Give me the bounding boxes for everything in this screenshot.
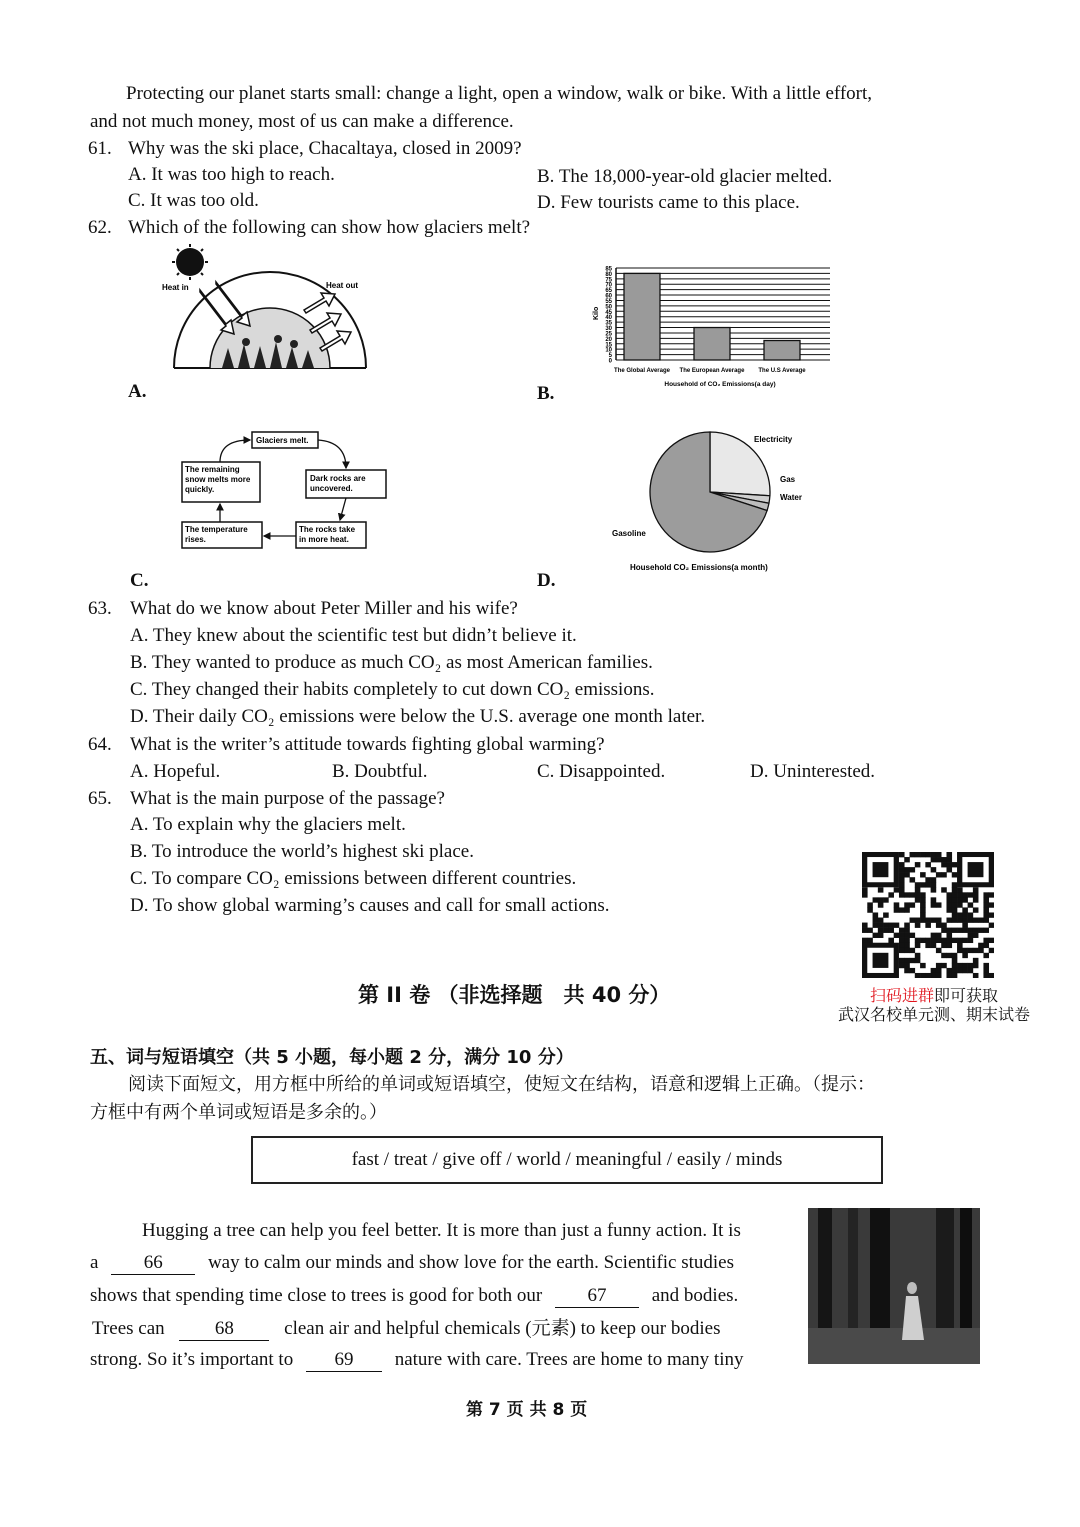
q61-option-b: B. The 18,000-year-old glacier melted. [537,166,833,187]
y-tick-label: 55 [605,298,612,305]
x-axis-label: Household of CO₂ Emissions(a day) [664,381,776,388]
y-tick-label: 65 [605,288,612,295]
blank-67[interactable]: 67 [555,1285,639,1308]
figure-c-label: C. [130,570,149,591]
svg-text:in more heat.: in more heat. [299,535,349,544]
svg-text:The remaining: The remaining [185,465,240,474]
intro-line-2: and not much money, most of us can make a difference. [90,111,514,132]
qr-caption-line2: 武汉名校单元测、期末试卷 [837,1005,1030,1024]
section5-instruction-2: 方框中有两个单词或短语是多余的。） [90,1102,387,1123]
pie-label: Gas [780,475,796,484]
svg-text:snow melts more: snow melts more [185,475,251,484]
q63-option-a: A. They knew about the scientific test but didn’t believe it. [130,625,577,646]
passage-line-1: Hugging a tree can help you feel better. It is more than just a funny action. It is [142,1220,741,1241]
q65-option-d: D. To show global warming’s causes and call for small actions. [130,895,610,916]
y-tick-label: 5 [608,353,612,360]
section5-heading: 五、词与短语填空（共 5 小题，每小题 2 分，满分 10 分） [90,1047,574,1068]
y-tick-label: 80 [605,271,612,278]
figure-b-label: B. [537,383,555,404]
q61-number: 61. [88,138,112,159]
svg-text:The temperature: The temperature [185,525,248,534]
pie-label: Electricity [754,435,793,444]
passage-line-4: Trees can 68 clean air and helpful chemicals (元素) to keep our bodies [92,1318,721,1339]
blank-66[interactable]: 66 [111,1252,195,1275]
q63-number: 63. [88,598,112,619]
q61-option-d: D. Few tourists came to this place. [537,192,800,213]
y-tick-label: 35 [605,320,612,327]
passage-line-2: a 66 way to calm our minds and show love for the earth. Scientific studies [90,1252,735,1273]
sun-icon [172,244,208,280]
pie-title: Household CO₂ Emissions(a month) [630,563,768,572]
qr-code[interactable] [862,852,994,978]
x-tick-label: The European Average [679,368,745,374]
y-tick-label: 45 [605,309,612,316]
figure-d-pie-chart [604,420,824,580]
figure-c-cycle-diagram [180,428,390,552]
pie-label: Gasoline [612,529,646,538]
qr-caption-rest: 即可获取 [934,986,999,1005]
q61-option-a: A. It was too high to reach. [128,164,335,185]
svg-text:uncovered.: uncovered. [310,484,353,493]
qr-caption [826,986,1042,1024]
q64-option-c: C. Disappointed. [537,761,666,782]
part2-title: 第 II 卷 （非选择题 共 40 分） [358,983,671,1007]
svg-text:The rocks take: The rocks take [299,525,356,534]
q65-number: 65. [88,788,112,809]
q63-option-d: D. Their daily CO₂ emissions were below the U.S. average one month later. [130,706,706,727]
bar [764,341,800,360]
y-tick-label: 75 [605,277,612,284]
page-footer: 第 7 页 共 8 页 [466,1400,588,1420]
heat-in-label: Heat in [162,283,189,292]
q65-option-a: A. To explain why the glaciers melt. [130,814,406,835]
bar [694,328,730,360]
tree-hugging-photo [808,1208,980,1364]
q64-option-a: A. Hopeful. [130,761,221,782]
figure-a-greenhouse-diagram [160,244,380,384]
qr-caption-red: 扫码进群 [869,986,934,1005]
q61-option-c: C. It was too old. [128,190,259,211]
passage-line-3: shows that spending time close to trees is good for both our 67 and bodies. [90,1285,739,1306]
q65-option-c: C. To compare CO₂ emissions between different countries. [130,868,577,889]
x-tick-label: The U.S Average [758,368,806,374]
y-tick-label: 30 [605,326,612,333]
q65-option-b: B. To introduce the world’s highest ski place. [130,841,474,862]
x-tick-label: The Global Average [614,368,670,374]
blank-69[interactable]: 69 [306,1349,382,1372]
figure-d-label: D. [537,570,556,591]
y-tick-label: 60 [605,293,612,300]
intro-line-1: Protecting our planet starts small: change a light, open a window, walk or bike. With a little effort, [126,83,873,104]
word-box: fast / treat / give off / world / meaningful / easily / minds [251,1136,883,1184]
y-tick-label: 25 [605,331,612,338]
q63-option-b: B. They wanted to produce as much CO₂ as most American families. [130,652,653,673]
y-tick-label: 70 [605,282,612,289]
q64-number: 64. [88,734,112,755]
q62-stem: Which of the following can show how glaciers melt? [128,217,531,238]
y-tick-label: 50 [605,304,612,311]
y-tick-label: 15 [605,342,612,349]
y-tick-label: 10 [605,347,612,354]
q64-stem: What is the writer’s attitude towards fighting global warming? [130,734,605,755]
q64-option-b: B. Doubtful. [332,761,428,782]
q61-stem: Why was the ski place, Chacaltaya, closed in 2009? [128,138,522,159]
bar [624,273,660,360]
y-tick-label: 0 [608,358,612,365]
heat-out-label: Heat out [326,281,358,290]
section5-instruction-1: 阅读下面短文，用方框中所给的单词或短语填空，使短文在结构，语意和逻辑上正确。（提示： [128,1074,875,1095]
cycle-box-1-text: Glaciers melt. [256,436,309,445]
svg-text:Dark rocks are: Dark rocks are [310,474,366,483]
q65-stem: What is the main purpose of the passage? [130,788,445,809]
figure-a-label: A. [128,381,147,402]
figure-b-bar-chart [590,262,840,394]
svg-text:rises.: rises. [185,535,206,544]
blank-68[interactable]: 68 [179,1318,269,1341]
q62-number: 62. [88,217,112,238]
y-tick-label: 85 [605,266,612,273]
y-tick-label: 40 [605,315,612,322]
pie-label: Water [780,493,802,502]
passage-line-5: strong. So it’s important to 69 nature with care. Trees are home to many tiny [90,1349,744,1370]
svg-text:quickly.: quickly. [185,485,215,494]
q63-stem: What do we know about Peter Miller and his wife? [130,598,518,619]
q64-option-d: D. Uninterested. [750,761,876,782]
y-tick-label: 20 [605,336,612,343]
y-axis-label: Kilo [593,306,600,320]
q63-option-c: C. They changed their habits completely to cut down CO₂ emissions. [130,679,655,700]
